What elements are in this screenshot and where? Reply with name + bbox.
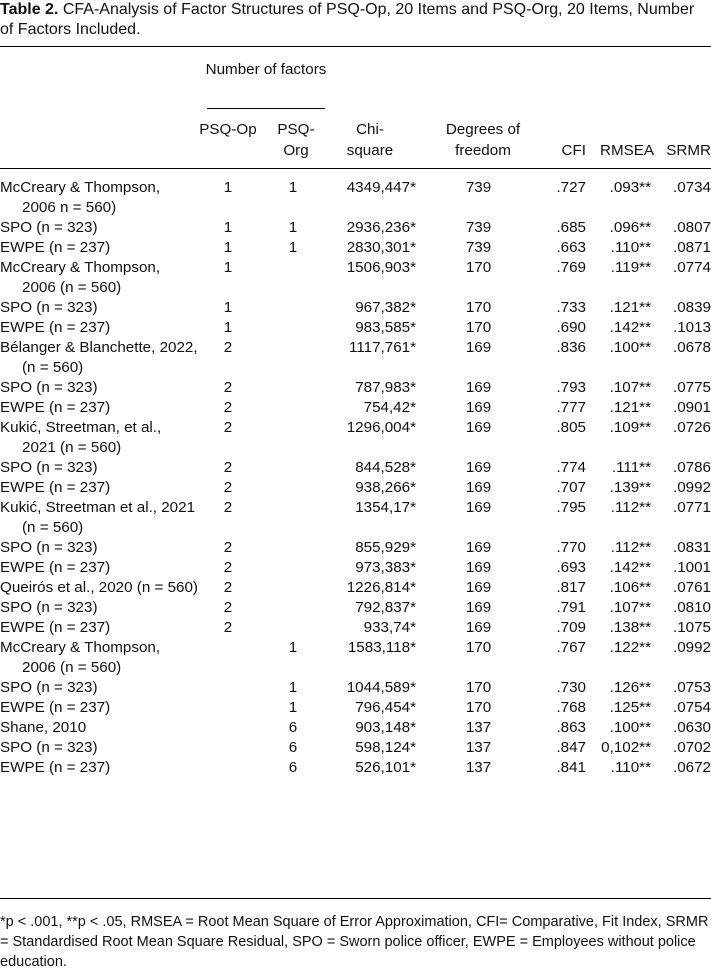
psq-op-cell: 2	[223, 479, 233, 496]
psq-org-cell: 6	[288, 719, 298, 736]
srmr-cell: .0992	[672, 479, 711, 496]
header-srmr: SRMR	[666, 142, 711, 159]
model-cell: SPO (n = 323)	[0, 459, 98, 476]
cfi-cell: .693	[556, 559, 586, 576]
rmsea-cell: .126**	[609, 679, 651, 696]
model-cell: EWPE (n = 237)	[0, 619, 111, 636]
df-cell: 169	[465, 579, 492, 596]
cfi-cell: .727	[556, 179, 586, 196]
model-cell: EWPE (n = 237)	[0, 239, 111, 256]
model-cell: SPO (n = 323)	[0, 299, 98, 316]
chi-square-cell: 967,382*	[355, 299, 416, 316]
model-cell: Kukić, Streetman et al., 2021 (n = 560)	[0, 499, 196, 536]
cfi-cell: .769	[556, 259, 586, 276]
psq-org-cell	[258, 618, 328, 638]
psq-org-cell	[258, 378, 328, 398]
model-cell: SPO (n = 323)	[0, 739, 98, 756]
psq-org-cell: 1	[288, 219, 298, 236]
psq-org-cell	[258, 478, 328, 498]
chi-square-cell: 796,454*	[355, 699, 416, 716]
srmr-cell: .0775	[672, 379, 711, 396]
table-row	[0, 578, 711, 598]
model-cell: Kukić, Streetman, et al., 2021 (n = 560)	[0, 419, 162, 456]
chi-square-cell: 1506,903*	[346, 259, 416, 276]
rmsea-cell: .138**	[609, 619, 651, 636]
psq-op-cell	[198, 738, 258, 758]
table-row	[0, 698, 711, 718]
model-cell: Bélanger & Blanchette, 2022, (n = 560)	[0, 339, 198, 376]
df-cell: 169	[465, 459, 492, 476]
table-row	[0, 678, 711, 698]
table-row	[0, 738, 711, 758]
df-cell: 137	[465, 759, 492, 776]
header-rule	[0, 168, 711, 169]
df-cell: 169	[465, 499, 492, 516]
psq-org-cell	[258, 558, 328, 578]
df-cell: 169	[465, 339, 492, 356]
df-cell: 169	[465, 539, 492, 556]
cfi-cell: .685	[556, 219, 586, 236]
psq-op-cell: 1	[223, 239, 233, 256]
df-cell: 739	[465, 219, 492, 236]
table-row	[0, 498, 711, 538]
model-cell: Shane, 2010	[0, 719, 87, 736]
psq-org-cell: 1	[288, 639, 298, 656]
srmr-cell: .1075	[672, 619, 711, 636]
model-cell: McCreary & Thompson, 2006 (n = 560)	[0, 639, 161, 676]
cfi-cell: .770	[556, 539, 586, 556]
chi-square-cell: 598,124*	[355, 739, 416, 756]
rmsea-cell: .109**	[609, 419, 651, 436]
df-cell: 169	[465, 379, 492, 396]
table-row	[0, 298, 711, 318]
rmsea-cell: .107**	[609, 599, 651, 616]
rmsea-cell: .107**	[609, 379, 651, 396]
df-cell: 739	[465, 179, 492, 196]
psq-org-cell	[258, 578, 328, 598]
header-chi-square: Chi-square	[346, 121, 394, 159]
psq-op-cell: 2	[223, 499, 233, 516]
cfi-cell: .707	[556, 479, 586, 496]
chi-square-cell: 1296,004*	[346, 419, 416, 436]
cfi-cell: .841	[556, 759, 586, 776]
table-row	[0, 378, 711, 398]
header-psq-op: PSQ-Op	[199, 121, 257, 138]
cfi-cell: .777	[556, 399, 586, 416]
table-row	[0, 638, 711, 678]
df-cell: 169	[465, 479, 492, 496]
chi-square-cell: 844,528*	[355, 459, 416, 476]
srmr-cell: .0810	[672, 599, 711, 616]
table-row	[0, 758, 711, 778]
srmr-cell: .1013	[672, 319, 711, 336]
top-rule	[0, 46, 711, 47]
df-cell: 169	[465, 599, 492, 616]
cfi-cell: .795	[556, 499, 586, 516]
table-caption	[0, 0, 708, 40]
psq-org-cell	[258, 398, 328, 418]
model-cell: SPO (n = 323)	[0, 539, 98, 556]
psq-org-cell: 1	[288, 679, 298, 696]
chi-square-cell: 1226,814*	[346, 579, 416, 596]
rmsea-cell: .096**	[609, 219, 651, 236]
psq-org-cell: 6	[288, 739, 298, 756]
srmr-cell: .0992	[672, 639, 711, 656]
rmsea-cell: .093**	[609, 179, 651, 196]
table-row	[0, 238, 711, 258]
srmr-cell: .0831	[672, 539, 711, 556]
rmsea-cell: .121**	[609, 399, 651, 416]
psq-op-cell	[198, 678, 258, 698]
psq-org-cell	[258, 538, 328, 558]
chi-square-cell: 938,266*	[355, 479, 416, 496]
df-cell: 169	[465, 419, 492, 436]
psq-op-cell: 2	[223, 619, 233, 636]
table-row	[0, 398, 711, 418]
df-cell: 137	[465, 719, 492, 736]
table-row	[0, 558, 711, 578]
srmr-cell: .0901	[672, 399, 711, 416]
header-degrees-of-freedom: Degrees of freedom	[445, 121, 521, 159]
model-cell: McCreary & Thompson, 2006 (n = 560)	[0, 259, 161, 296]
bottom-rule	[0, 898, 711, 899]
table-row	[0, 338, 711, 378]
cfi-cell: .733	[556, 299, 586, 316]
cfi-cell: .768	[556, 699, 586, 716]
model-cell: EWPE (n = 237)	[0, 319, 111, 336]
model-cell: SPO (n = 323)	[0, 679, 98, 696]
srmr-cell: .1001	[672, 559, 711, 576]
rmsea-cell: .139**	[609, 479, 651, 496]
cfi-cell: .690	[556, 319, 586, 336]
psq-org-cell	[258, 598, 328, 618]
df-cell: 169	[465, 399, 492, 416]
cfi-cell: .730	[556, 679, 586, 696]
model-cell: Queirós et al., 2020 (n = 560)	[0, 579, 198, 596]
rmsea-cell: .142**	[609, 559, 651, 576]
chi-square-cell: 983,585*	[355, 319, 416, 336]
rmsea-cell: .121**	[609, 299, 651, 316]
psq-op-cell	[198, 638, 258, 678]
rmsea-cell: .110**	[610, 239, 651, 256]
psq-org-cell: 1	[288, 179, 298, 196]
model-cell: EWPE (n = 237)	[0, 759, 111, 776]
rmsea-cell: .122**	[609, 639, 651, 656]
psq-org-cell	[258, 498, 328, 538]
model-cell: McCreary & Thompson, 2006 n = 560)	[0, 179, 161, 216]
chi-square-cell: 1044,589*	[346, 679, 416, 696]
rmsea-cell: .110**	[610, 759, 651, 776]
rmsea-cell: .106**	[609, 579, 651, 596]
srmr-cell: .0774	[672, 259, 711, 276]
chi-square-cell: 787,983*	[355, 379, 416, 396]
table-row	[0, 178, 711, 218]
cfi-cell: .709	[556, 619, 586, 636]
chi-square-cell: 1583,118*	[347, 639, 416, 656]
rmsea-cell: .100**	[609, 719, 651, 736]
model-cell: SPO (n = 323)	[0, 219, 98, 236]
table-row	[0, 318, 711, 338]
psq-op-cell: 1	[223, 319, 233, 336]
df-cell: 169	[465, 559, 492, 576]
srmr-cell: .0672	[672, 759, 711, 776]
df-cell: 137	[465, 739, 492, 756]
table-label: Table 2.	[0, 1, 59, 18]
header-cfi: CFI	[561, 142, 586, 159]
srmr-cell: .0839	[672, 299, 711, 316]
table-row	[0, 598, 711, 618]
cfi-cell: .774	[556, 459, 586, 476]
model-cell: EWPE (n = 237)	[0, 559, 111, 576]
df-cell: 170	[465, 299, 492, 316]
psq-op-cell: 2	[223, 419, 233, 436]
psq-op-cell	[198, 698, 258, 718]
table-row	[0, 618, 711, 638]
rmsea-cell: .119**	[610, 259, 651, 276]
model-cell: EWPE (n = 237)	[0, 699, 111, 716]
results-table	[0, 178, 711, 778]
rmsea-cell: .111**	[611, 459, 651, 476]
psq-op-cell: 1	[223, 219, 233, 236]
psq-org-cell	[258, 258, 328, 298]
df-cell: 739	[465, 239, 492, 256]
chi-square-cell: 2830,301*	[346, 239, 416, 256]
table-footnote: *p < .001, **p < .05, RMSEA = Root Mean Square of Error Approximation, CFI= Comparative, Fit Index, SRMR = Standardised Root Mean Square Residual, SPO = Sworn police officer, EWPE = Employees without police education.	[0, 914, 709, 970]
table-row	[0, 258, 711, 298]
psq-op-cell: 2	[223, 539, 233, 556]
df-cell: 170	[465, 699, 492, 716]
srmr-cell: .0761	[672, 579, 711, 596]
chi-square-cell: 526,101*	[355, 759, 416, 776]
srmr-cell: .0734	[672, 179, 711, 196]
cfi-cell: .767	[556, 639, 586, 656]
srmr-cell: .0807	[672, 219, 711, 236]
psq-op-cell: 2	[223, 599, 233, 616]
model-cell: EWPE (n = 237)	[0, 399, 111, 416]
srmr-cell: .0630	[672, 719, 711, 736]
rmsea-cell: 0,102**	[601, 739, 651, 756]
srmr-cell: .0702	[672, 739, 711, 756]
table-row	[0, 538, 711, 558]
chi-square-cell: 754,42*	[363, 399, 416, 416]
psq-op-cell: 2	[223, 579, 233, 596]
df-cell: 169	[465, 619, 492, 636]
psq-op-cell	[198, 758, 258, 778]
table-title: CFA-Analysis of Factor Structures of PSQ-Op, 20 Items and PSQ-Org, 20 Items, Number of Factors Included.	[0, 1, 695, 38]
psq-org-cell	[258, 418, 328, 458]
table-row	[0, 458, 711, 478]
model-cell: SPO (n = 323)	[0, 599, 98, 616]
srmr-cell: .0871	[672, 239, 711, 256]
cfi-cell: .863	[556, 719, 586, 736]
cfi-cell: .663	[556, 239, 586, 256]
df-cell: 170	[465, 679, 492, 696]
chi-square-cell: 792,837*	[355, 599, 416, 616]
df-cell: 170	[465, 639, 492, 656]
psq-op-cell: 2	[223, 559, 233, 576]
psq-op-cell: 2	[223, 379, 233, 396]
chi-square-cell: 1354,17*	[355, 499, 416, 516]
header-number-of-factors: Number of factors	[205, 61, 327, 78]
chi-square-cell: 1117,761*	[349, 339, 416, 356]
srmr-cell: .0771	[672, 499, 711, 516]
table-row	[0, 418, 711, 458]
table-row	[0, 218, 711, 238]
psq-op-cell: 2	[223, 399, 233, 416]
psq-op-cell: 2	[223, 339, 233, 356]
cfi-cell: .817	[556, 579, 586, 596]
srmr-cell: .0678	[672, 339, 711, 356]
cfi-cell: .805	[556, 419, 586, 436]
table-row	[0, 718, 711, 738]
srmr-cell: .0754	[672, 699, 711, 716]
srmr-cell: .0753	[672, 679, 711, 696]
model-cell: EWPE (n = 237)	[0, 479, 111, 496]
psq-org-cell: 1	[288, 699, 298, 716]
psq-org-cell	[258, 318, 328, 338]
psq-op-cell: 1	[223, 179, 233, 196]
chi-square-cell: 2936,236*	[346, 219, 416, 236]
psq-op-cell: 2	[223, 459, 233, 476]
model-cell: SPO (n = 323)	[0, 379, 98, 396]
df-cell: 170	[465, 319, 492, 336]
header-rmsea: RMSEA	[599, 142, 654, 159]
rmsea-cell: .100**	[609, 339, 651, 356]
chi-square-cell: 4349,447*	[346, 179, 416, 196]
cfi-cell: .793	[556, 379, 586, 396]
srmr-cell: .0726	[672, 419, 711, 436]
cfi-cell: .791	[556, 599, 586, 616]
rmsea-cell: .112**	[610, 539, 651, 556]
chi-square-cell: 855,929*	[355, 539, 416, 556]
psq-org-cell	[258, 338, 328, 378]
rmsea-cell: .112**	[610, 499, 651, 516]
header-psq-org: PSQ-Org	[277, 121, 315, 159]
psq-op-cell: 1	[223, 259, 233, 276]
table-row	[0, 478, 711, 498]
rmsea-cell: .142**	[609, 319, 651, 336]
group-subrule	[207, 108, 325, 109]
psq-org-cell: 1	[288, 239, 298, 256]
chi-square-cell: 973,383*	[355, 559, 416, 576]
rmsea-cell: .125**	[609, 699, 651, 716]
chi-square-cell: 933,74*	[363, 619, 416, 636]
cfi-cell: .847	[556, 739, 586, 756]
srmr-cell: .0786	[672, 459, 711, 476]
psq-org-cell	[258, 458, 328, 478]
df-cell: 170	[465, 259, 492, 276]
psq-op-cell	[198, 718, 258, 738]
chi-square-cell: 903,148*	[355, 719, 416, 736]
psq-org-cell: 6	[288, 759, 298, 776]
psq-op-cell: 1	[223, 299, 233, 316]
cfi-cell: .836	[556, 339, 586, 356]
psq-org-cell	[258, 298, 328, 318]
